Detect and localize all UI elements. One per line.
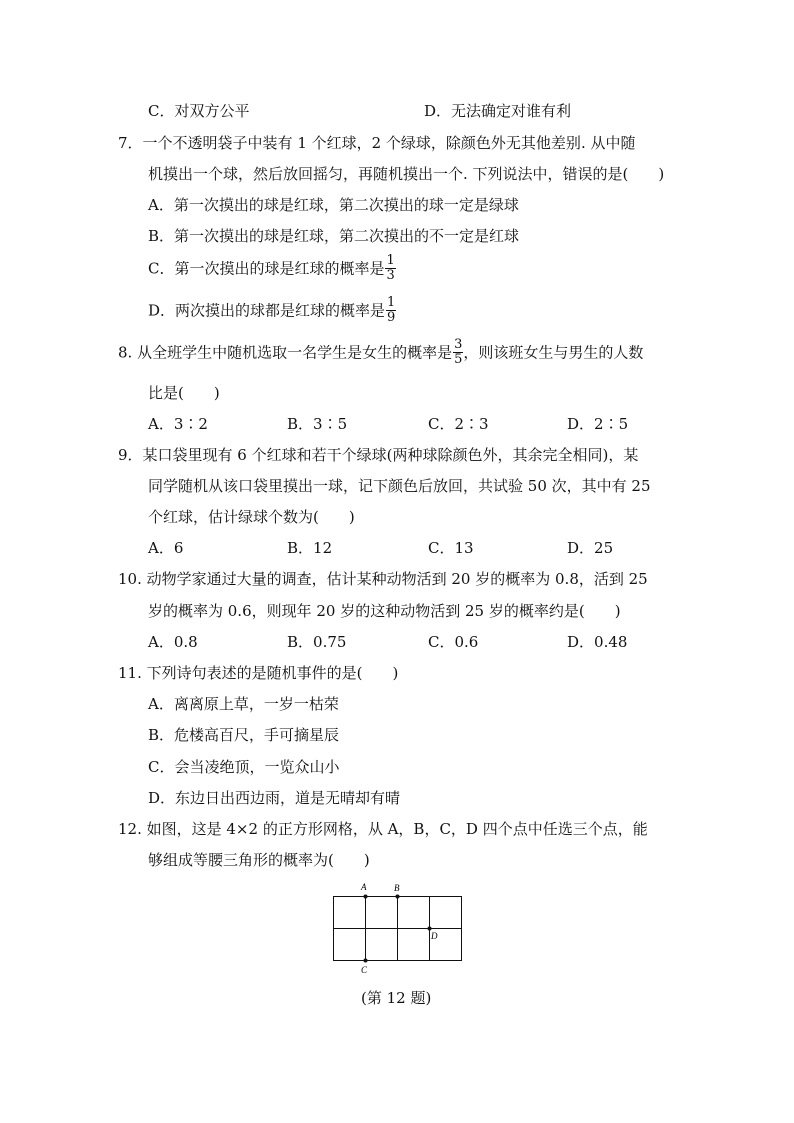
q6-option-c: C．对双方公平 <box>148 102 250 120</box>
q8-stem-tail: ，则该班女生与男生的人数 <box>463 343 644 362</box>
q8-numerator: 3 <box>454 337 463 352</box>
q7-option-c-fraction <box>385 254 395 283</box>
grid-lines <box>334 897 462 961</box>
point-a-label: A <box>361 882 367 892</box>
point-d <box>428 927 432 931</box>
q10-option-a: A．0.8 <box>148 633 198 651</box>
q12-stem-line1: 12. 如图，这是 4×2 的正方形网格，从 A，B，C，D 四个点中任选三个点，能 <box>118 820 648 838</box>
q9-stem-line2: 同学随机从该口袋里摸出一球，记下颜色后放回，共试验 50 次，其中有 25 <box>148 477 651 495</box>
q10-option-c: C．0.6 <box>428 633 479 651</box>
q8-denominator: 5 <box>454 352 463 367</box>
q7-option-d-denominator: 9 <box>387 310 396 325</box>
q7-option-d-text: D．两次摸出的球都是红球的概率是 <box>148 301 386 320</box>
q11-stem: 11. 下列诗句表述的是随机事件的是( ) <box>118 664 399 682</box>
q7-option-a: A．第一次摸出的球是红球，第二次摸出的球一定是绿球 <box>148 196 519 214</box>
q9-stem-line3: 个红球，估计绿球个数为( ) <box>148 508 355 526</box>
q12-figure-caption: (第 12 题) <box>361 989 432 1007</box>
q10-option-d: D．0.48 <box>567 633 628 651</box>
q7-option-d <box>148 296 396 325</box>
point-c <box>364 959 368 963</box>
q9-option-b: B．12 <box>287 539 333 557</box>
q12-grid-figure <box>326 876 468 976</box>
point-a <box>364 895 368 899</box>
point-d-label: D <box>431 931 438 941</box>
q7-option-d-fraction <box>386 296 396 325</box>
q11-option-d: D．东边日出西边雨，道是无晴却有晴 <box>148 789 401 807</box>
q7-stem-line2: 机摸出一个球，然后放回摇匀，再随机摸出一个. 下列说法中，错误的是( ) <box>148 165 665 183</box>
q9-stem-line1: 9．某口袋里现有 6 个红球和若干个绿球(两种球除颜色外，其余完全相同)，某 <box>118 446 639 464</box>
point-b-label: B <box>394 883 400 893</box>
q6-option-d: D．无法确定对谁有利 <box>424 102 572 120</box>
q7-option-d-numerator: 1 <box>387 295 396 310</box>
q10-stem-line2: 岁的概率为 0.6，则现年 20 岁的这种动物活到 25 岁的概率约是( ) <box>148 602 621 620</box>
q7-stem-line1: 7．一个不透明袋子中装有 1 个红球，2 个绿球，除颜色外无其他差别. 从中随 <box>118 134 636 152</box>
q8-option-a: A．3∶2 <box>148 415 208 433</box>
q11-option-b: B．危楼高百尺，手可摘星辰 <box>148 726 340 744</box>
q11-option-a: A．离离原上草，一岁一枯荣 <box>148 695 339 713</box>
point-c-label: C <box>361 965 368 975</box>
q9-option-c: C．13 <box>428 539 474 557</box>
q7-option-c-denominator: 3 <box>386 268 395 283</box>
point-b <box>396 895 400 899</box>
q12-stem-line2: 够组成等腰三角形的概率为( ) <box>148 851 370 869</box>
q7-option-c <box>148 254 396 283</box>
q8-stem-line1 <box>118 338 643 367</box>
q8-option-d: D．2∶5 <box>567 415 629 433</box>
q7-option-b: B．第一次摸出的球是红球，第二次摸出的不一定是红球 <box>148 227 520 245</box>
q8-option-b: B．3∶5 <box>287 415 348 433</box>
q8-stem-text: 8. 从全班学生中随机选取一名学生是女生的概率是 <box>118 343 453 362</box>
q7-option-c-numerator: 1 <box>386 253 395 268</box>
q10-stem-line1: 10. 动物学家通过大量的调查，估计某种动物活到 20 岁的概率为 0.8，活到 25 <box>118 570 648 588</box>
q11-option-c: C．会当凌绝顶，一览众山小 <box>148 758 340 776</box>
q8-stem-line2: 比是( ) <box>148 384 220 402</box>
q7-option-c-text: C．第一次摸出的球是红球的概率是 <box>148 259 385 278</box>
q8-option-c: C．2∶3 <box>428 415 489 433</box>
q8-fraction <box>453 338 463 367</box>
q10-option-b: B．0.75 <box>287 633 347 651</box>
q9-option-a: A．6 <box>148 539 184 557</box>
q9-option-d: D．25 <box>567 539 614 557</box>
